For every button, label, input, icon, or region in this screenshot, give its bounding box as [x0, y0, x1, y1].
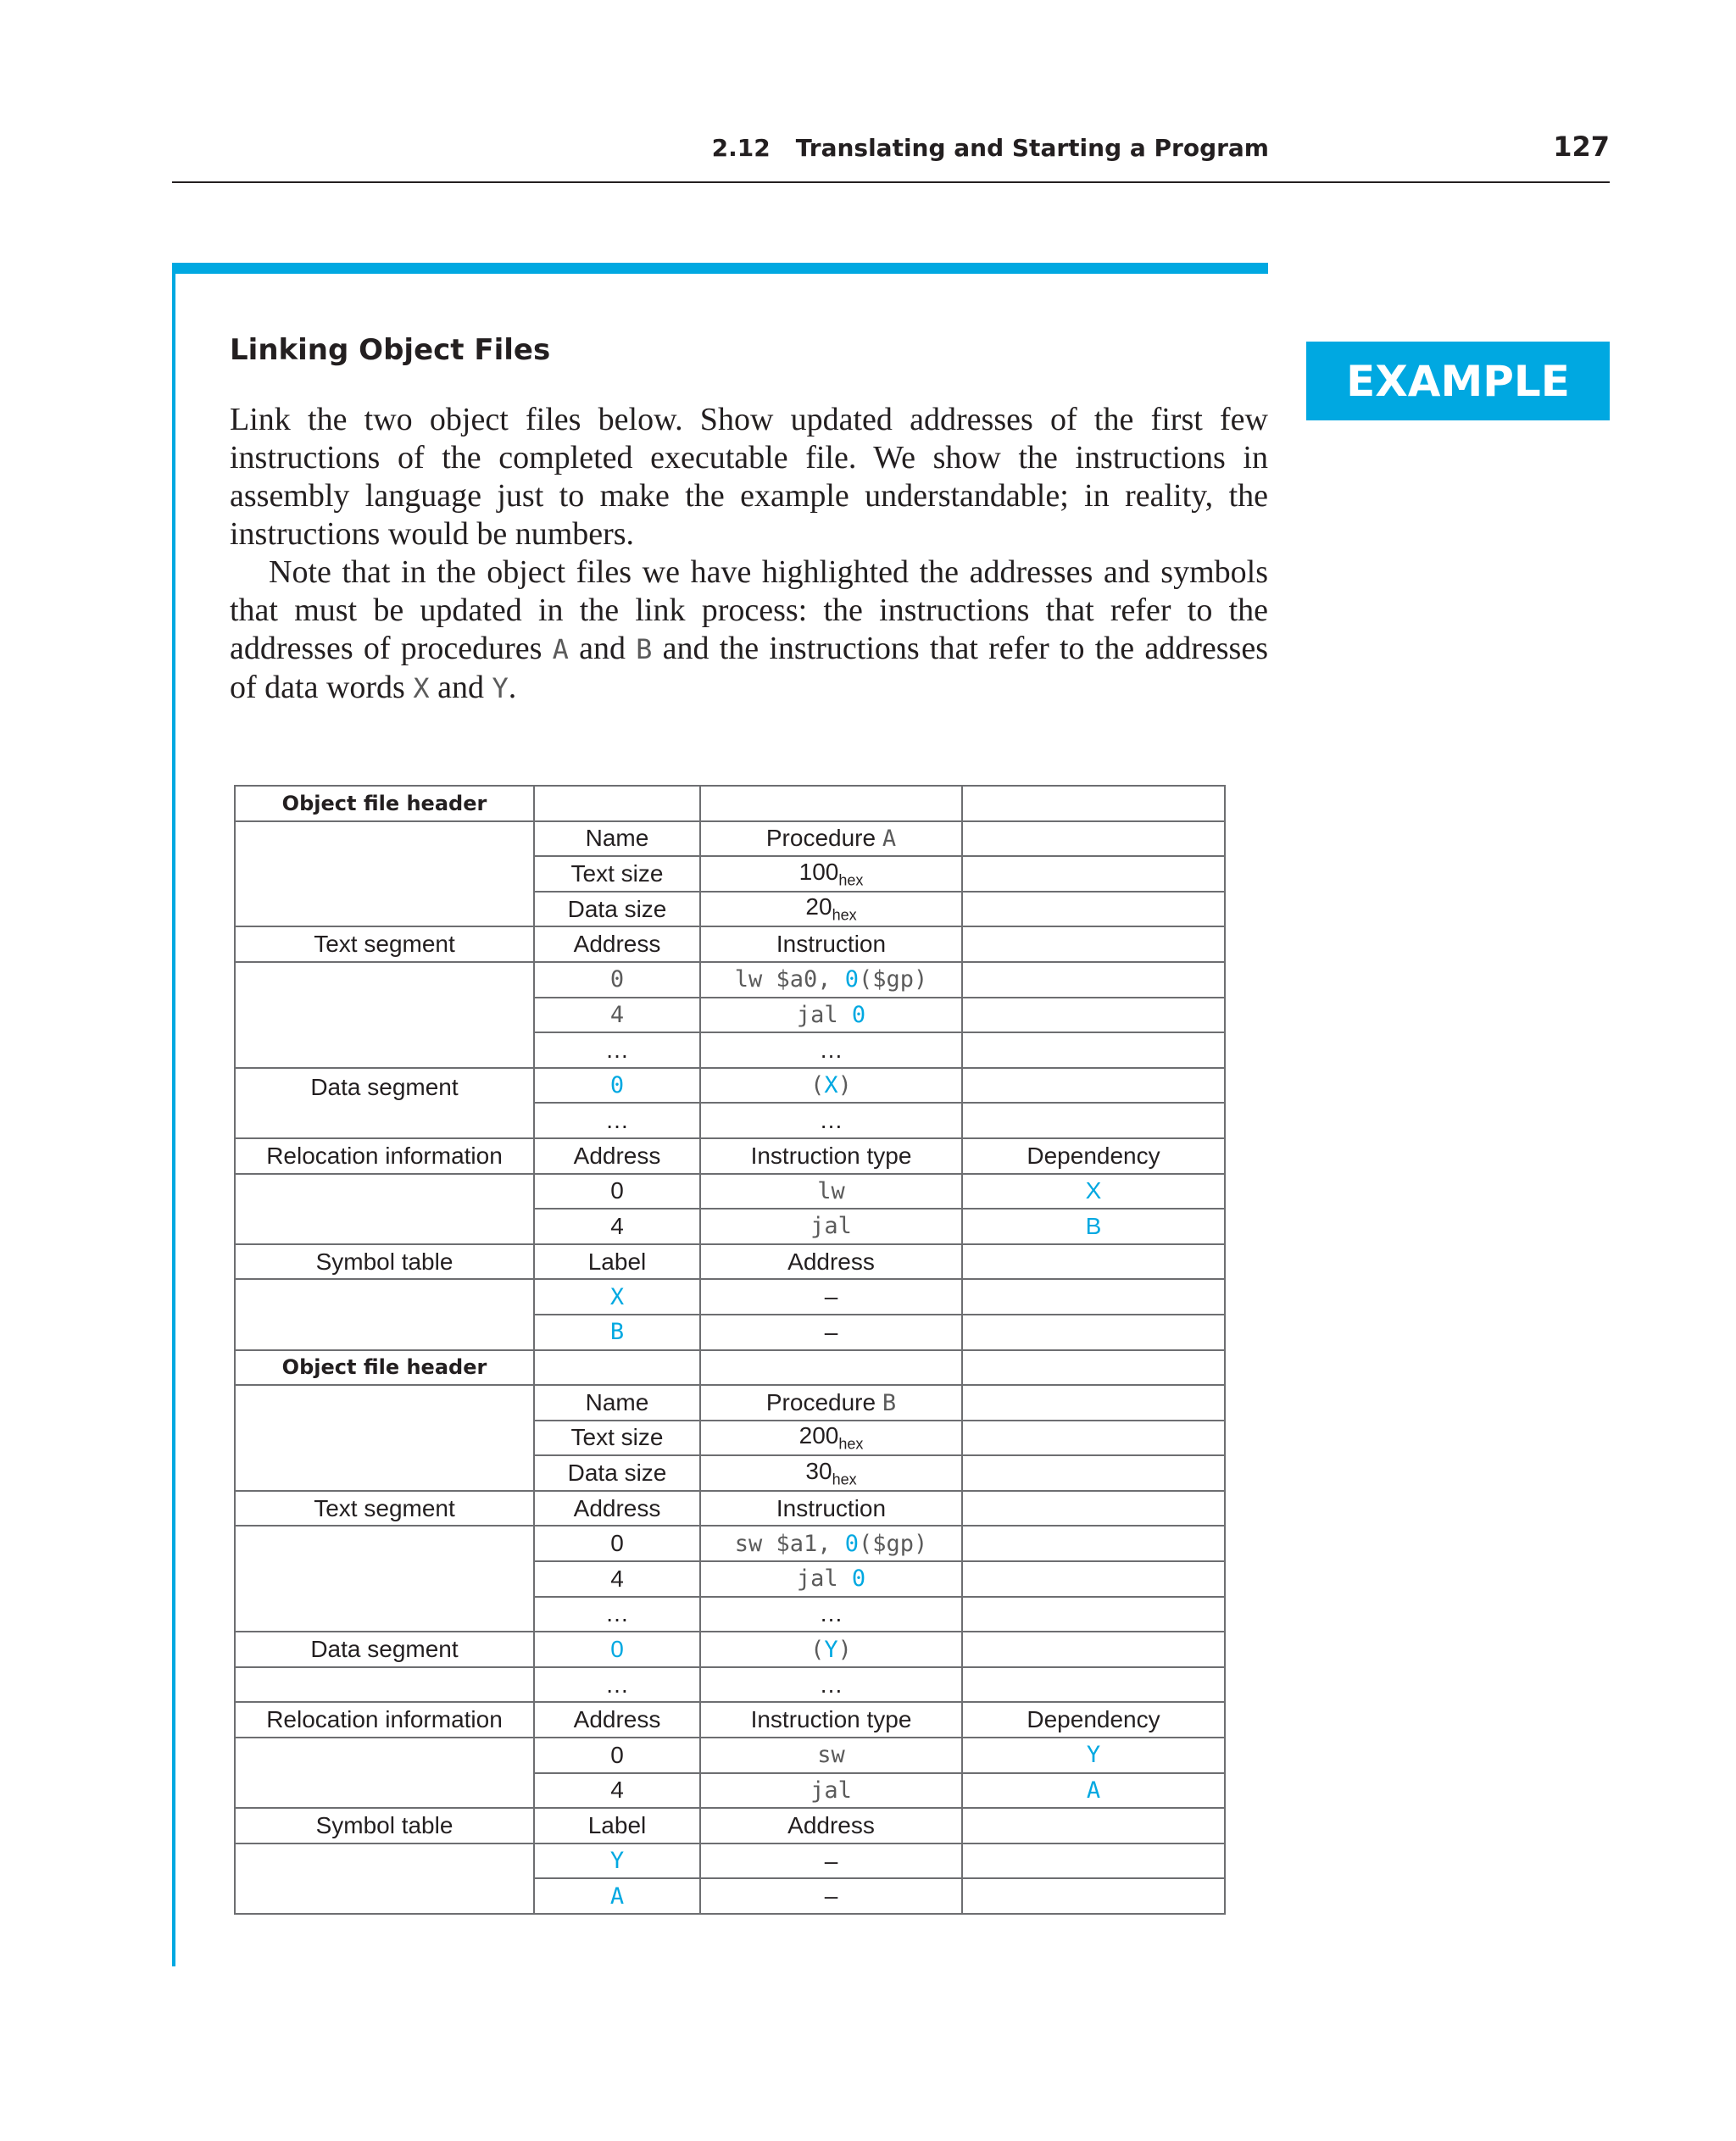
address-header: Address [700, 1808, 962, 1843]
dependency: X [962, 1174, 1225, 1210]
table-row [235, 1385, 1225, 1421]
address-header: Address [534, 1702, 700, 1738]
text-segment-label: Text segment [235, 1491, 534, 1527]
paragraph-2-text: and [568, 631, 637, 666]
text-address: 4 [534, 1561, 700, 1597]
instruction: … [700, 1597, 962, 1632]
data-value: … [700, 1667, 962, 1703]
table-row [235, 1526, 1225, 1561]
table-row [235, 1491, 1225, 1527]
relocation-address: 4 [534, 1773, 700, 1809]
table-row [235, 1738, 1225, 1773]
symbol-table-label: Symbol table [235, 1244, 534, 1280]
symbol-label: X [534, 1279, 700, 1315]
paragraph-1: Link the two object files below. Show updated addresses of the first few instructions of the completed executable file. We show the instructions in assembly language just to make the example understandable; in reality, the instructions would be numbers. [230, 402, 1268, 552]
section-number: 2.12 [711, 134, 771, 162]
table-row [235, 1808, 1225, 1843]
table-row [235, 962, 1225, 998]
label-header: Label [534, 1808, 700, 1843]
relocation-address: 0 [534, 1738, 700, 1773]
data-size-value [700, 892, 962, 927]
table-row [235, 1138, 1225, 1174]
instruction-header: Instruction [700, 1491, 962, 1527]
text-size-value [700, 856, 962, 892]
table-row [235, 1350, 1225, 1386]
text-size-number: 200 [798, 1422, 839, 1449]
symbol-Y: Y [492, 672, 509, 704]
paragraph-2 [230, 553, 1268, 708]
unit-subscript: hex [832, 1471, 857, 1488]
dependency: B [962, 1209, 1225, 1244]
table-row [235, 1244, 1225, 1280]
dependency-header: Dependency [962, 1702, 1225, 1738]
object-file-header-label: Object file header [235, 1350, 534, 1386]
label-header: Label [534, 1244, 700, 1280]
relocation-label: Relocation information [235, 1702, 534, 1738]
text-address: 0 [534, 962, 700, 998]
text-address: … [534, 1597, 700, 1632]
example-box-left-rule [172, 263, 175, 1966]
name-label: Name [534, 821, 700, 857]
symbol-B: B [636, 633, 653, 665]
name-label: Name [534, 1385, 700, 1421]
example-body [230, 401, 1268, 708]
symbol-address: – [700, 1279, 962, 1315]
data-address: … [534, 1103, 700, 1138]
data-size-label: Data size [534, 1455, 700, 1491]
paragraph-2-text: and [429, 670, 492, 705]
data-size-number: 30 [805, 1457, 832, 1484]
address-header: Address [534, 926, 700, 962]
instruction-type: jal [700, 1773, 962, 1809]
example-box-top-rule [172, 263, 1268, 274]
data-address: 0 [534, 1632, 700, 1667]
symbol-address: – [700, 1843, 962, 1879]
table-row [235, 1174, 1225, 1210]
symbol-label: Y [534, 1843, 700, 1879]
running-head [172, 127, 1610, 183]
example-tag: EXAMPLE [1306, 342, 1610, 420]
page-number: 127 [1553, 131, 1610, 163]
relocation-label: Relocation information [235, 1138, 534, 1174]
paragraph-2-text: . [508, 670, 517, 705]
symbol-label: B [534, 1315, 700, 1350]
object-file-header-label: Object file header [235, 786, 534, 821]
data-segment-label: Data segment [235, 1068, 534, 1138]
table-row [235, 1279, 1225, 1315]
text-size-label: Text size [534, 1421, 700, 1456]
address-header: Address [534, 1138, 700, 1174]
section-title-text: Translating and Starting a Program [795, 134, 1269, 162]
symbol-table-label: Symbol table [235, 1808, 534, 1843]
paragraph-2-text: and the instructions that refer to the addresses of data words [230, 631, 1269, 705]
table-row [235, 1843, 1225, 1879]
symbol-X: X [413, 672, 430, 704]
dependency: A [962, 1773, 1225, 1809]
instruction: jal 0 [700, 1561, 962, 1597]
address-header: Address [534, 1491, 700, 1527]
procedure-name: A [882, 826, 897, 853]
instruction: jal 0 [700, 998, 962, 1033]
dependency: Y [962, 1738, 1225, 1773]
instruction-type-header: Instruction type [700, 1702, 962, 1738]
text-segment-label: Text segment [235, 926, 534, 962]
data-size-label: Data size [534, 892, 700, 927]
data-size-number: 20 [805, 893, 832, 920]
data-value: (Y) [700, 1632, 962, 1667]
symbol-address: – [700, 1878, 962, 1914]
data-address: … [534, 1667, 700, 1703]
text-address: 4 [534, 998, 700, 1033]
table-row [235, 1068, 1225, 1104]
table-row [235, 1632, 1225, 1667]
data-value: (X) [700, 1068, 962, 1104]
instruction: … [700, 1032, 962, 1068]
data-size-value [700, 1455, 962, 1491]
table-row [235, 786, 1225, 821]
text-address: … [534, 1032, 700, 1068]
relocation-address: 4 [534, 1209, 700, 1244]
data-segment-label: Data segment [235, 1632, 534, 1667]
procedure-name: B [882, 1389, 897, 1416]
instruction: lw $a0, 0($gp) [700, 962, 962, 998]
table-row [235, 1667, 1225, 1703]
paragraph-2-text: Note that in the object files we have highlighted the addresses and symbols that must be updated in the link process: the instructions that refer to the addresses of procedures [230, 554, 1268, 666]
relocation-address: 0 [534, 1174, 700, 1210]
symbol-label: A [534, 1878, 700, 1914]
instruction-type: lw [700, 1174, 962, 1210]
name-value [700, 1385, 962, 1421]
name-prefix: Procedure [765, 1388, 882, 1415]
instruction: sw $a1, 0($gp) [700, 1526, 962, 1561]
instruction-type: jal [700, 1209, 962, 1244]
instruction-header: Instruction [700, 926, 962, 962]
table-row [235, 926, 1225, 962]
unit-subscript: hex [838, 1435, 864, 1453]
text-size-label: Text size [534, 856, 700, 892]
instruction-type-header: Instruction type [700, 1138, 962, 1174]
text-size-number: 100 [798, 858, 839, 885]
section-title [712, 134, 1269, 162]
instruction-type: sw [700, 1738, 962, 1773]
table-row [235, 821, 1225, 857]
unit-subscript: hex [832, 906, 857, 924]
data-address: 0 [534, 1068, 700, 1104]
name-value [700, 821, 962, 857]
dependency-header: Dependency [962, 1138, 1225, 1174]
example-heading: Linking Object Files [230, 333, 551, 367]
object-files-table [234, 785, 1226, 1915]
address-header: Address [700, 1244, 962, 1280]
table-row [235, 1702, 1225, 1738]
symbol-address: – [700, 1315, 962, 1350]
unit-subscript: hex [838, 871, 864, 889]
name-prefix: Procedure [765, 825, 882, 852]
text-size-value [700, 1421, 962, 1456]
symbol-A: A [552, 633, 569, 665]
data-value: … [700, 1103, 962, 1138]
text-address: 0 [534, 1526, 700, 1561]
